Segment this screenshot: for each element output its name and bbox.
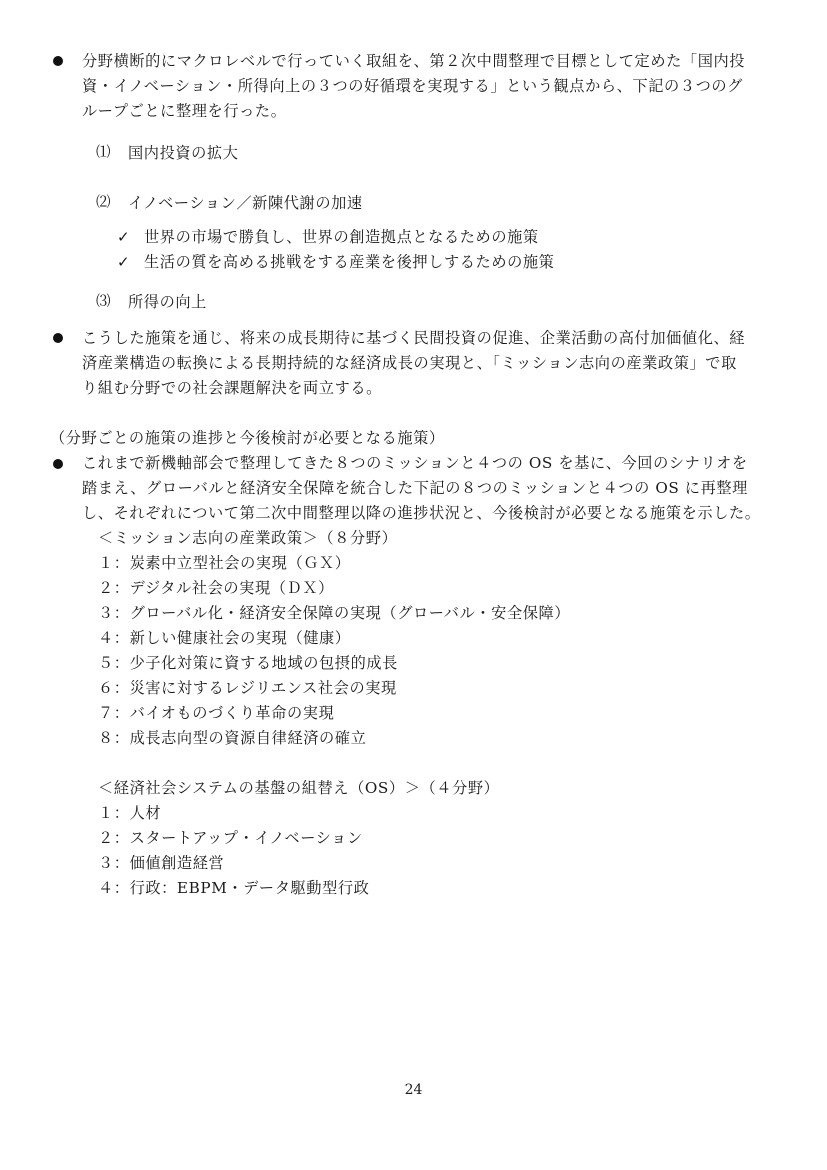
mission-item: ６：災害に対するレジリエンス社会の実現 xyxy=(98,679,397,697)
paragraph-line: 資・イノベーション・所得向上の３つの好循環を実現する」という観点から、下記の３つのグ xyxy=(82,77,743,95)
group-number: ⑴ xyxy=(96,145,111,161)
check-item: 世界の市場で勝負し、世界の創造拠点となるための施策 xyxy=(144,228,539,246)
page-number: 24 xyxy=(404,1082,423,1098)
group-label: イノベーション／新陳代謝の加速 xyxy=(128,194,363,212)
missions-heading: ＜ミッション志向の産業政策＞（８分野） xyxy=(98,529,398,547)
section-heading: （分野ごとの施策の進捗と今後検討が必要となる施策） xyxy=(50,429,445,447)
group-label: 国内投資の拡大 xyxy=(128,144,239,162)
os-heading: ＜経済社会システムの基盤の組替え（OS）＞（４分野） xyxy=(98,779,500,797)
bullet-dot xyxy=(53,459,63,469)
group-label: 所得の向上 xyxy=(128,293,207,311)
mission-item: １：炭素中立型社会の実現（ＧＸ） xyxy=(98,554,351,572)
paragraph-line: 分野横断的にマクロレベルで行っていく取組を、第２次中間整理で目標として定めた「国内投 xyxy=(82,52,746,70)
paragraph-line: 済産業構造の転換による長期持続的な経済成長の実現と、「ミッション志向の産業政策」で取 xyxy=(82,354,737,372)
paragraph-line: 踏まえ、グローバルと経済安全保障を統合した下記の８つのミッションと４つの OS に再整理 xyxy=(82,479,748,497)
mission-item: ５：少子化対策に資する地域の包摂的成長 xyxy=(98,654,398,672)
mission-item: ４：新しい健康社会の実現（健康） xyxy=(98,629,351,647)
mission-item: ２：デジタル社会の実現（ＤＸ） xyxy=(98,579,334,597)
group-number: ⑵ xyxy=(96,195,111,211)
bullet-dot xyxy=(53,333,63,343)
paragraph-line: り組む分野での社会課題解決を両立する。 xyxy=(82,379,382,397)
check-icon: ✓ xyxy=(117,253,130,271)
paragraph-line: こうした施策を通じ、将来の成長期待に基づく民間投資の促進、企業活動の高付加価値化、経 xyxy=(82,329,746,347)
os-item: １：人材 xyxy=(98,804,162,822)
os-item: ２：スタートアップ・イノベーション xyxy=(98,829,363,847)
group-number: ⑶ xyxy=(96,294,111,310)
mission-item: ３：グローバル化・経済安全保障の実現（グローバル・安全保障） xyxy=(98,604,571,622)
mission-item: ８：成長志向型の資源自律経済の確立 xyxy=(98,729,367,747)
mission-item: ７：バイオものづくり革命の実現 xyxy=(98,704,335,722)
bullet-dot xyxy=(53,56,63,66)
os-item: ３：価値創造経営 xyxy=(98,854,225,872)
paragraph-line: これまで新機軸部会で整理してきた８つのミッションと４つの OS を基に、今回のシナリオを xyxy=(82,454,748,472)
os-item: ４：行政：EBPM・データ駆動型行政 xyxy=(98,879,370,897)
check-icon: ✓ xyxy=(117,228,130,246)
paragraph-line: し、それぞれについて第二次中間整理以降の進捗状況と、今後検討が必要となる施策を示した。 xyxy=(82,504,761,522)
paragraph-line: ループごとに整理を行った。 xyxy=(82,102,287,120)
check-item: 生活の質を高める挑戦をする産業を後押しするための施策 xyxy=(144,253,555,271)
